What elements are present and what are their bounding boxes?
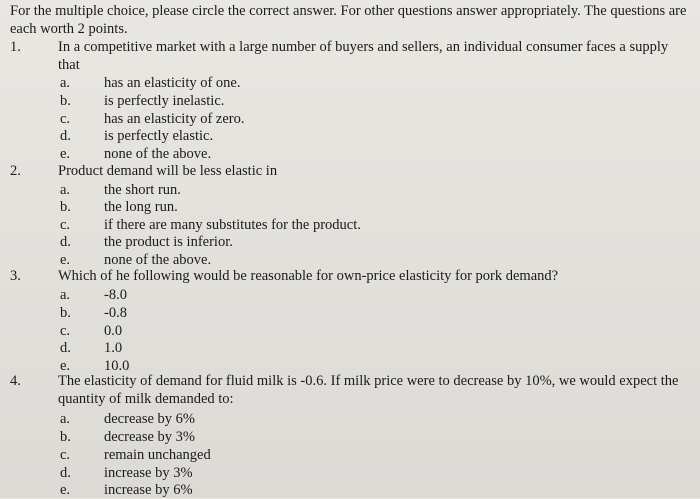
option-letter: a. <box>60 411 71 427</box>
instructions: For the multiple choice, please circle the correct answer. For other questions answer appropriately. The questions are each worth 2 points. <box>10 3 687 37</box>
option-letter: e. <box>60 482 71 498</box>
option-2a <box>60 181 181 199</box>
question-number: 1. <box>10 39 21 55</box>
option-text: has an elasticity of one. <box>104 75 241 91</box>
option-4e <box>60 481 193 499</box>
option-letter: c. <box>60 323 71 339</box>
option-text: if there are many substitutes for the product. <box>104 217 361 233</box>
option-3c <box>60 322 122 340</box>
option-4b <box>60 428 195 446</box>
option-3d <box>60 339 122 357</box>
option-3b <box>60 304 127 322</box>
option-text: increase by 6% <box>104 482 193 498</box>
question-number: 2. <box>10 163 21 179</box>
option-text: 10.0 <box>104 358 130 374</box>
option-letter: b. <box>60 199 71 215</box>
option-text: decrease by 6% <box>104 411 195 427</box>
option-letter: c. <box>60 217 71 233</box>
option-3a <box>60 286 127 304</box>
option-letter: e. <box>60 146 71 162</box>
option-1d <box>60 127 213 145</box>
option-letter: b. <box>60 429 71 445</box>
option-1a <box>60 74 241 92</box>
option-text: 1.0 <box>104 340 123 356</box>
option-text: -8.0 <box>104 287 127 303</box>
option-2e <box>60 251 211 269</box>
option-4c <box>60 446 211 464</box>
option-text: is perfectly elastic. <box>104 128 214 144</box>
question-number: 3. <box>10 268 21 284</box>
question-number: 4. <box>10 373 21 389</box>
option-letter: a. <box>60 182 71 198</box>
option-letter: b. <box>60 93 71 109</box>
option-1b <box>60 92 224 110</box>
option-letter: a. <box>60 75 71 91</box>
option-letter: b. <box>60 305 71 321</box>
option-1e <box>60 145 211 163</box>
option-letter: d. <box>60 340 71 356</box>
option-text: decrease by 3% <box>104 429 195 445</box>
option-text: none of the above. <box>104 146 212 162</box>
option-2b <box>60 198 178 216</box>
option-4d <box>60 464 193 482</box>
option-letter: e. <box>60 252 71 268</box>
option-4a <box>60 410 195 428</box>
question-text: In a competitive market with a large number of buyers and sellers, an individual consumer faces a supply that <box>58 39 669 73</box>
option-2d <box>60 233 233 251</box>
question-text: The elasticity of demand for fluid milk is -0.6. If milk price were to decrease by 10%, we would expect the quantity of milk demanded to: <box>58 373 679 407</box>
option-1c <box>60 110 245 128</box>
option-text: the long run. <box>104 199 178 215</box>
question-text: Product demand will be less elastic in <box>58 163 278 179</box>
option-text: remain unchanged <box>104 447 211 463</box>
option-text: none of the above. <box>104 252 212 268</box>
option-letter: d. <box>60 465 71 481</box>
option-text: has an elasticity of zero. <box>104 111 245 127</box>
option-letter: e. <box>60 358 71 374</box>
option-text: 0.0 <box>104 323 123 339</box>
option-letter: a. <box>60 287 71 303</box>
option-text: increase by 3% <box>104 465 193 481</box>
option-text: -0.8 <box>104 305 127 321</box>
option-2c <box>60 216 361 234</box>
question-text: Which of he following would be reasonable for own-price elasticity for pork demand? <box>58 268 559 284</box>
option-letter: d. <box>60 128 71 144</box>
option-text: the product is inferior. <box>104 234 233 250</box>
option-letter: d. <box>60 234 71 250</box>
option-letter: c. <box>60 447 71 463</box>
option-letter: c. <box>60 111 71 127</box>
option-text: is perfectly inelastic. <box>104 93 225 109</box>
option-text: the short run. <box>104 182 181 198</box>
